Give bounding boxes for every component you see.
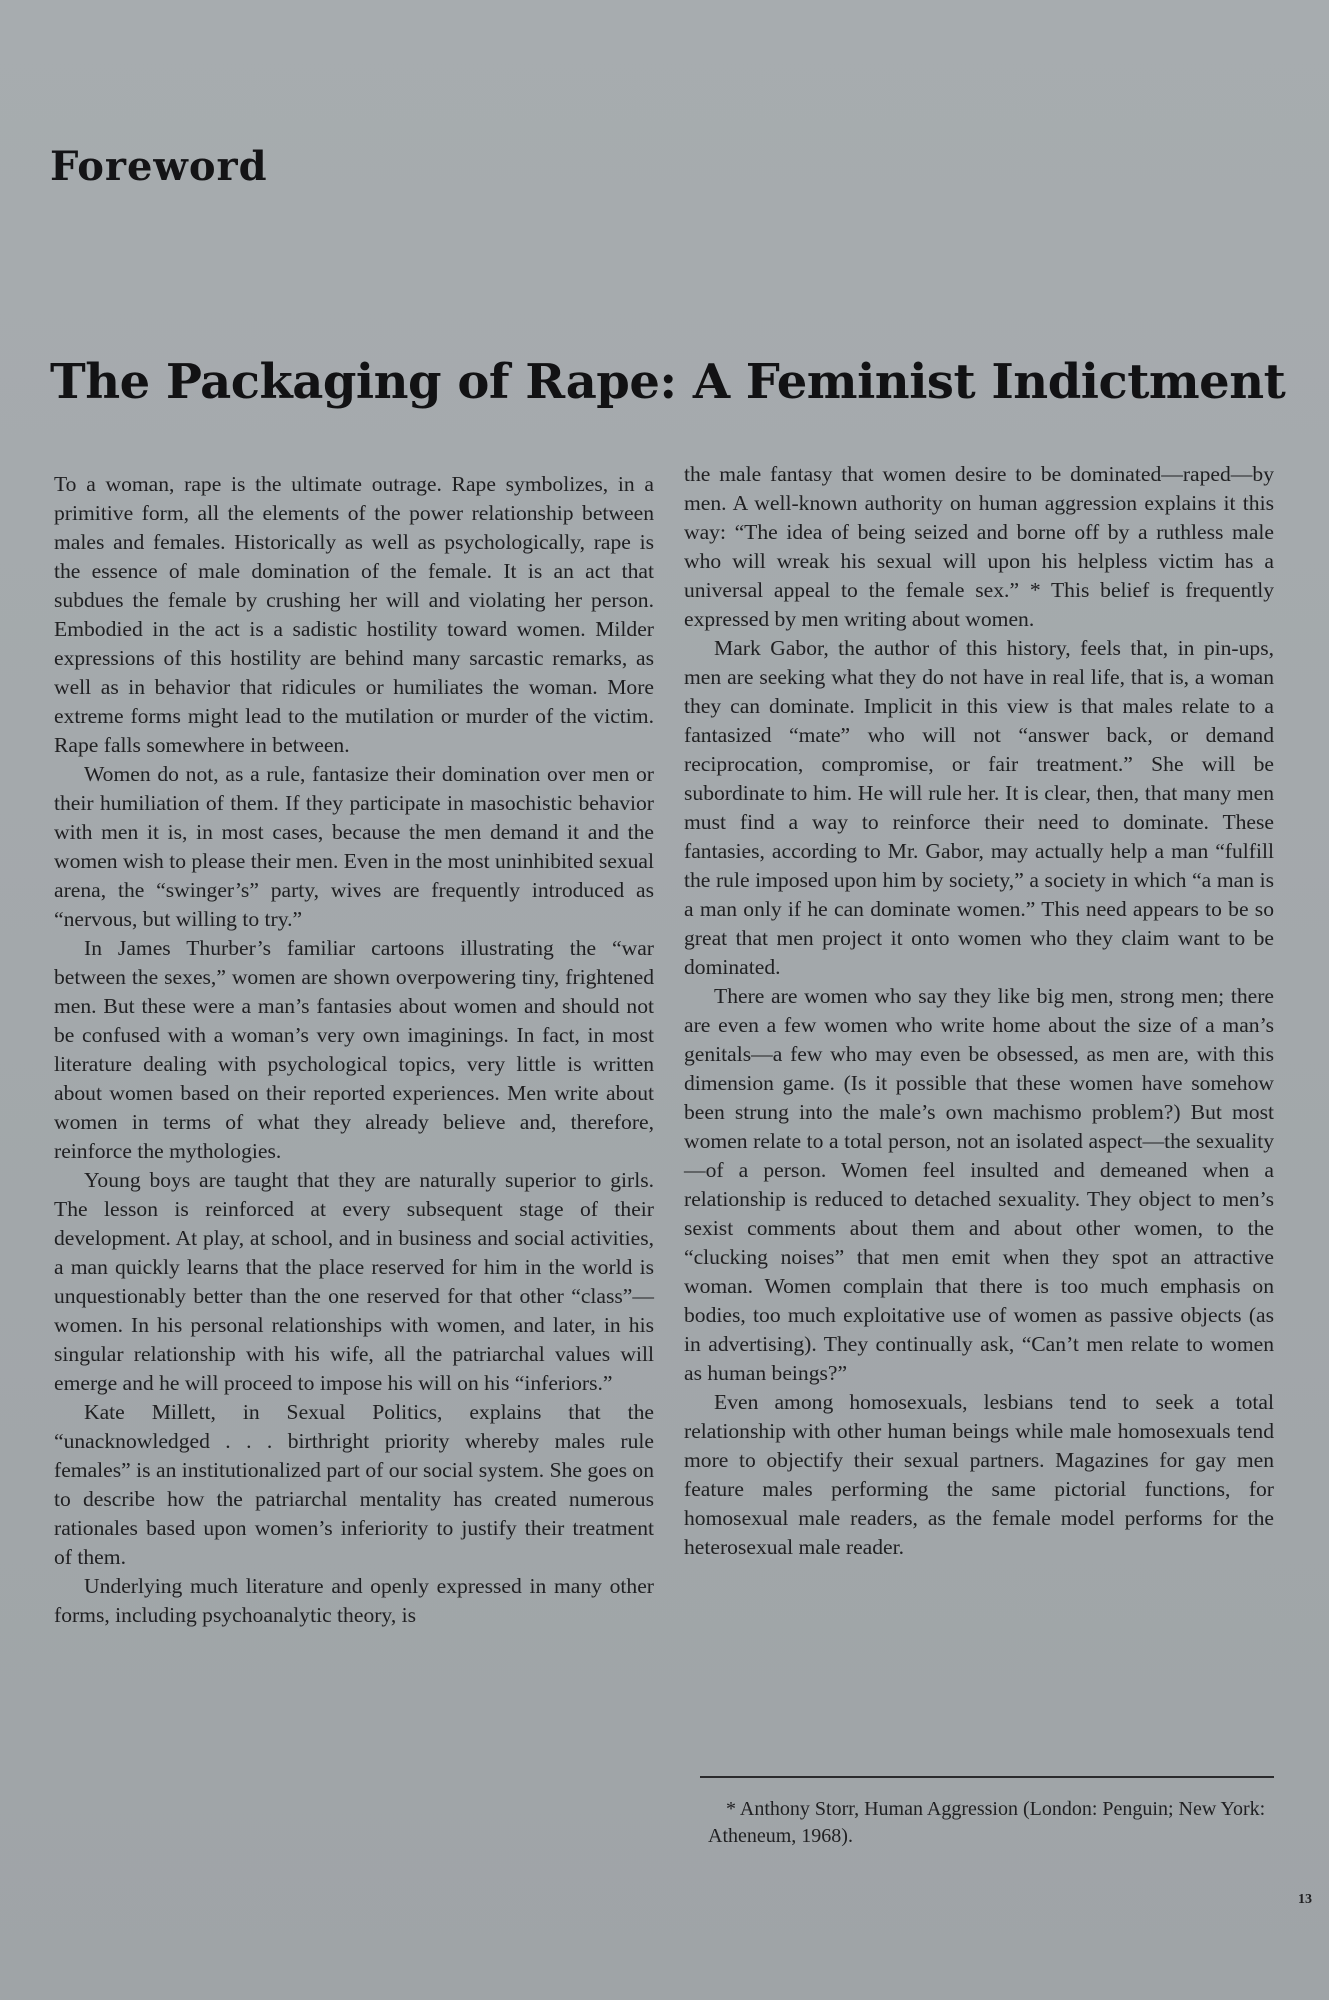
footnote: * Anthony Storr, Human Aggression (London: Penguin; New York: Atheneum, 1968). — [708, 1798, 1266, 1847]
paragraph: To a woman, rape is the ultimate outrage. Rape symbolizes, in a primitive form, all the elements of the power relationship between males and females. Historically as well as psychologically, rape is the essence of male domination of the female. It is an act that subdues the female by crushing her will and violating her person. Embodied in the act is a sadistic hostility toward women. Milder expressions of this hostility are behind many sarcastic remarks, as well as in behavior that ridicules or humiliates the woman. More extreme forms might lead to the mutilation or murder of the victim. Rape falls somewhere in between. — [54, 472, 654, 757]
paragraph: Mark Gabor, the author of this history, feels that, in pin-ups, men are seeking what they do not have in real life, that is, a woman they can dominate. Implicit in this view is that males relate to a fantasized “mate” who will not “answer back, or demand reciprocation, compromise, or fair treatment.” She will be subordinate to him. He will rule her. It is clear, then, that many men must find a way to reinforce their need to dominate. These fantasies, according to Mr. Gabor, may actually help a man “fulfill the rule imposed upon him by society,” a society in which “a man is a man only if he can dominate women.” This need appears to be so great that men project it onto women who they claim want to be dominated. — [684, 636, 1274, 979]
paragraph: Underlying much literature and openly expressed in many other forms, including psychoanalytic theory, is — [54, 1574, 654, 1627]
paragraph: Kate Millett, in Sexual Politics, explains that the “unacknowledged . . . birthright priority whereby males rule females” is an institutionalized part of our social system. She goes on to describe how the patriarchal mentality has created numerous rationales based upon women’s inferiority to justify their treatment of them. — [54, 1400, 654, 1569]
paragraph: There are women who say they like big men, strong men; there are even a few women who write home about the size of a man’s genitals—a few who may even be obsessed, as men are, with this dimension game. (Is it possible that these women have somehow been strung into the male’s own machismo problem?) But most women relate to a total person, not an isolated aspect—the sexuality—of a person. Women feel insulted and demeaned when a relationship is reduced to detached sexuality. They object to men’s sexist comments about them and about other women, to the “clucking noises” that men emit when they spot an attractive woman. Women complain that there is too much emphasis on bodies, too much exploitative use of women as passive objects (as in advertising). They continually ask, “Can’t men relate to women as human beings?” — [684, 984, 1274, 1385]
paragraph: the male fantasy that women desire to be dominated—raped—by men. A well-known authority on human aggression explains it this way: “The idea of being seized and borne off by a ruthless male who will wreak his sexual will upon his helpless victim has a universal appeal to the female sex.” * This belief is frequently expressed by men writing about women. — [684, 462, 1274, 631]
paragraph: Even among homosexuals, lesbians tend to seek a total relationship with other human beings while male homosexuals tend more to objectify their sexual partners. Magazines for gay men feature males performing the same pictorial functions, for homosexual male readers, as the female model performs for the heterosexual male reader. — [684, 1390, 1274, 1559]
paragraph: In James Thurber’s familiar cartoons illustrating the “war between the sexes,” women are shown overpowering tiny, frightened men. But these were a man’s fantasies about women and should not be confused with a woman’s very own imaginings. In fact, in most literature dealing with psychological topics, very little is written about women based on their reported experiences. Men write about women in terms of what they already believe and, therefore, reinforce the mythologies. — [54, 936, 654, 1163]
chapter-title: The Packaging of Rape: A Feminist Indictment — [50, 354, 1286, 410]
left-column — [54, 470, 654, 1630]
paragraph: Women do not, as a rule, fantasize their domination over men or their humiliation of them. If they participate in masochistic behavior with men it is, in most cases, because the men demand it and the women wish to please their men. Even in the most uninhibited sexual arena, the “swinger’s” party, wives are frequently introduced as “nervous, but willing to try.” — [54, 762, 654, 931]
page-number: 13 — [1298, 1892, 1312, 1907]
section-label: Foreword — [50, 143, 268, 190]
paragraph: Young boys are taught that they are naturally superior to girls. The lesson is reinforced at every subsequent stage of their development. At play, at school, and in business and social activities, a man quickly learns that the place reserved for him in the world is unquestionably better than the one reserved for that other “class”—women. In his personal relationships with women, and later, in his singular relationship with his wife, all the patriarchal values will emerge and he will proceed to impose his will on his “inferiors.” — [54, 1168, 654, 1395]
right-column — [684, 460, 1274, 1562]
footnote-divider — [700, 1776, 1274, 1778]
